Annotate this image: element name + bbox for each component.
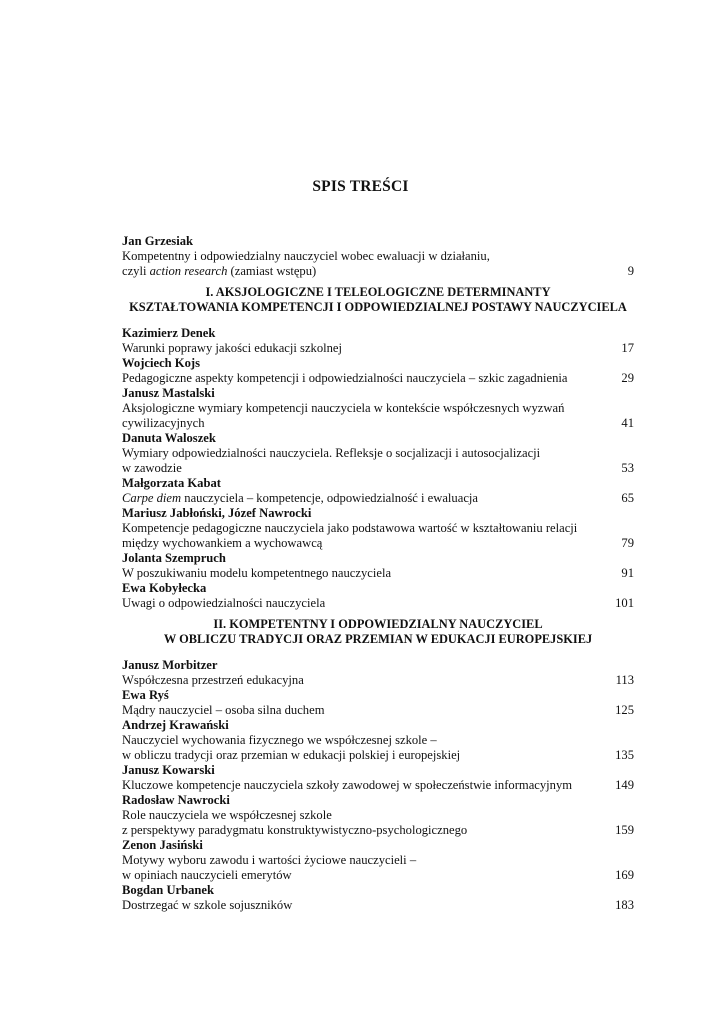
entry-title-line: w opiniach nauczycieli emerytów [122,868,292,882]
entry-page-number: 101 [615,596,634,610]
entry-page-number: 79 [621,536,634,550]
entry-title-line: z perspektywy paradygmatu konstruktywistyczno-psychologicznego [122,823,468,837]
entry-page-number: 41 [621,416,634,430]
entry-title-line: Motywy wyboru zawodu i wartości życiowe nauczycieli – [122,853,417,867]
section-1-entries [122,326,634,611]
entry-title-line: Dostrzegać w szkole sojuszników [122,898,293,912]
entry-page-number: 53 [621,461,634,475]
entry-page-number: 135 [615,748,634,762]
toc-entry [122,658,634,688]
toc-entry [122,581,634,611]
page-title: SPIS TREŚCI [312,178,409,195]
entry-author: Andrzej Krawański [122,718,229,732]
entry-title-line: Kompetentny i odpowiedzialny nauczyciel wobec ewaluacji w działaniu, [122,249,490,263]
entry-title-line: Role nauczyciela we współczesnej szkole [122,808,332,822]
toc-entry [122,883,634,913]
entry-author: Ewa Kobyłecka [122,581,207,595]
toc-entry [122,476,634,506]
entry-author: Radosław Nawrocki [122,793,230,807]
entry-title-line: Uwagi o odpowiedzialności nauczyciela [122,596,326,610]
entry-page-number: 183 [615,898,634,912]
toc-entry [122,763,634,793]
entry-title-line: w obliczu tradycji oraz przemian w edukacji polskiej i europejskiej [122,748,461,762]
entry-page-number: 9 [627,264,634,278]
entry-title-line: Pedagogiczne aspekty kompetencji i odpowiedzialności nauczyciela – szkic zagadnienia [122,371,568,385]
entry-author: Mariusz Jabłoński, Józef Nawrocki [122,506,312,520]
entry-title-line: Mądry nauczyciel – osoba silna duchem [122,703,325,717]
entry-author: Wojciech Kojs [122,356,200,370]
toc-entry [122,506,634,551]
entry-page-number: 17 [621,341,634,355]
toc-entry-intro [122,234,634,279]
entry-author: Jolanta Szempruch [122,551,226,565]
toc-entry [122,431,634,476]
entry-title-line: Współczesna przestrzeń edukacyjna [122,673,304,687]
toc-entry [122,793,634,838]
entry-author: Janusz Morbitzer [122,658,218,672]
entry-page-number: 125 [615,703,634,717]
toc-entry [122,386,634,431]
section-heading-1: I. AKSJOLOGICZNE I TELEOLOGICZNE DETERMINANTY KSZTAŁTOWANIA KOMPETENCJI I ODPOWIEDZIALNEJ POSTAWY NAUCZYCIELA [129,285,627,314]
toc-entry [122,356,634,386]
entry-title-line: w zawodzie [122,461,182,475]
entry-page-number: 149 [615,778,634,792]
entry-page-number: 29 [621,371,634,385]
toc-entry [122,838,634,883]
entry-author: Bogdan Urbanek [122,883,215,897]
toc-entry [122,551,634,581]
entry-page-number: 159 [615,823,634,837]
section-2-entries [122,658,634,913]
entry-author: Danuta Waloszek [122,431,216,445]
entry-page-number: 169 [615,868,634,882]
entry-title-line: Kluczowe kompetencje nauczyciela szkoły zawodowej w społeczeństwie informacyjnym [122,778,573,792]
entry-author: Kazimierz Denek [122,326,216,340]
entry-page-number: 91 [621,566,634,580]
table-of-contents [122,234,634,913]
entry-title-line: Wymiary odpowiedzialności nauczyciela. Refleksje o socjalizacji i autosocjalizacji [122,446,541,460]
entry-title-line: Warunki poprawy jakości edukacji szkolnej [122,341,343,355]
entry-title-line: Carpe diem nauczyciela – kompetencje, odpowiedzialność i ewaluacja [122,491,478,505]
entry-author: Jan Grzesiak [122,234,194,248]
entry-page-number: 113 [615,673,634,687]
entry-author: Janusz Mastalski [122,386,215,400]
entry-title-line: Nauczyciel wychowania fizycznego we współczesnej szkole – [122,733,437,747]
entry-title-line: Kompetencje pedagogiczne nauczyciela jako podstawowa wartość w kształtowaniu relacji [122,521,578,535]
toc-entry [122,718,634,763]
entry-title-line: cywilizacyjnych [122,416,205,430]
entry-author: Małgorzata Kabat [122,476,221,490]
toc-entry [122,688,634,718]
entry-title-line: Aksjologiczne wymiary kompetencji nauczyciela w kontekście współczesnych wyzwań [122,401,565,415]
entry-author: Janusz Kowarski [122,763,215,777]
entry-author: Ewa Ryś [122,688,169,702]
entry-title-line: czyli action research (zamiast wstępu) [122,264,317,278]
section-heading-2: II. KOMPETENTNY I ODPOWIEDZIALNY NAUCZYCIEL W OBLICZU TRADYCJI ORAZ PRZEMIAN W EDUKACJI EUROPEJSKIEJ [163,617,593,646]
entry-title-line: między wychowankiem a wychowawcą [122,536,323,550]
toc-entry [122,326,634,356]
entry-title-line: W poszukiwaniu modelu kompetentnego nauczyciela [122,566,392,580]
entry-author: Zenon Jasiński [122,838,203,852]
entry-page-number: 65 [621,491,634,505]
